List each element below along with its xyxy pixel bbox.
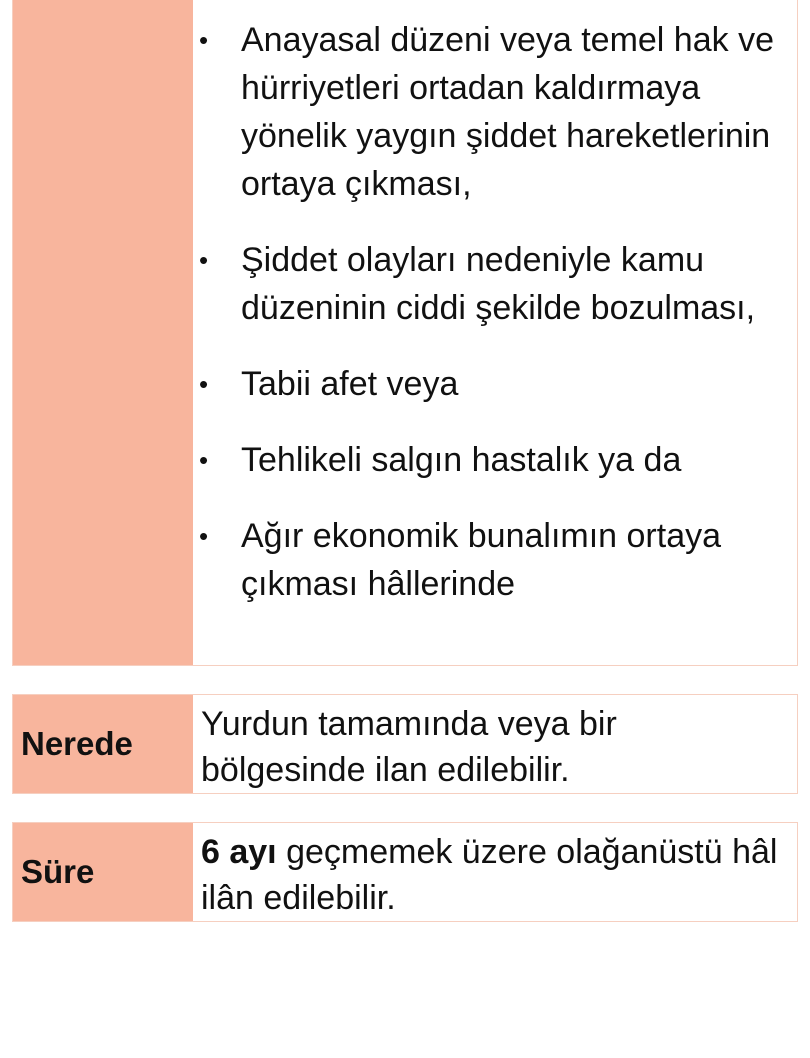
bullet-icon: • xyxy=(199,245,209,275)
duration-label: Süre xyxy=(13,823,193,921)
list-item: • Tehlikeli salgın hastalık ya da xyxy=(193,436,787,484)
list-item: • Anayasal düzeni veya temel hak ve hürriyetleri ortadan kaldırmaya yönelik yaygın şiddet hareketlerinin ortaya çıkması, xyxy=(193,16,787,208)
duration-table xyxy=(12,822,798,922)
duration-text xyxy=(193,823,797,921)
list-item: • Şiddet olayları nedeniyle kamu düzeninin ciddi şekilde bozulması, xyxy=(193,236,787,332)
conditions-content-cell xyxy=(193,0,797,665)
location-label: Nerede xyxy=(13,695,193,793)
conditions-table xyxy=(12,0,798,666)
conditions-list xyxy=(193,16,787,608)
duration-rest-text: geçmemek üzere olağanüstü hâl ilân edilebilir. xyxy=(201,833,778,917)
location-text: Yurdun tamamında veya bir bölgesinde ilan edilebilir. xyxy=(193,695,797,793)
conditions-label-cell xyxy=(13,0,193,665)
location-table xyxy=(12,694,798,794)
bullet-icon: • xyxy=(199,369,209,399)
bullet-icon: • xyxy=(199,521,209,551)
bullet-icon: • xyxy=(199,25,209,55)
duration-bold-text: 6 ayı xyxy=(201,833,277,871)
list-item: • Tabii afet veya xyxy=(193,360,787,408)
list-item: • Ağır ekonomik bunalımın ortaya çıkması hâllerinde xyxy=(193,512,787,608)
bullet-icon: • xyxy=(199,445,209,475)
